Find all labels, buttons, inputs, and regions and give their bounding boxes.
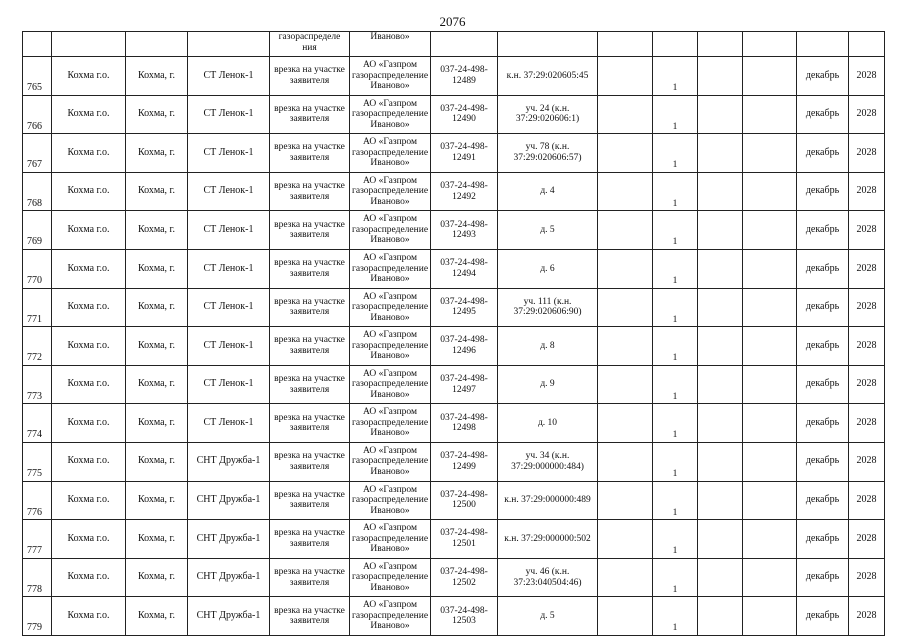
cell-empty-1 (598, 520, 653, 559)
continuation-row (23, 32, 885, 57)
table-row (23, 327, 885, 366)
cell-empty-1 (598, 32, 653, 57)
cell-year: 2028 (849, 327, 885, 366)
cell-city: Кохма, г. (126, 134, 188, 173)
cell-address: д. 10 (498, 404, 598, 443)
cell-year: 2028 (849, 172, 885, 211)
cell-month: декабрь (797, 95, 849, 134)
cell-count: 1 (653, 365, 698, 404)
cell-empty-3 (743, 597, 797, 636)
cell-municipality: Кохма г.о. (52, 95, 126, 134)
cell-num: 776 (23, 481, 52, 520)
cell-city: Кохма, г. (126, 404, 188, 443)
cell-empty-1 (598, 404, 653, 443)
cell-count: 1 (653, 520, 698, 559)
cell-code: 037-24-498-12493 (431, 211, 498, 250)
cell-empty-3 (743, 211, 797, 250)
cell-empty-3 (743, 327, 797, 366)
cell-month: декабрь (797, 288, 849, 327)
cell-num: 773 (23, 365, 52, 404)
cell-city: Кохма, г. (126, 95, 188, 134)
cell-month: декабрь (797, 134, 849, 173)
cell-empty-2 (698, 327, 743, 366)
cell-count: 1 (653, 327, 698, 366)
cell-org: АО «Газпром газораспределение Иваново» (350, 172, 431, 211)
cell-municipality: Кохма г.о. (52, 172, 126, 211)
cell-count: 1 (653, 481, 698, 520)
cell-empty-2 (698, 558, 743, 597)
cell-type: врезка на участке заявителя (270, 520, 350, 559)
cell-empty-3 (743, 288, 797, 327)
cell-count: 1 (653, 558, 698, 597)
cell-city: Кохма, г. (126, 597, 188, 636)
cell-settlement: СНТ Дружба-1 (188, 558, 270, 597)
cell-month (797, 32, 849, 57)
cell-empty-2 (698, 249, 743, 288)
cell-code: 037-24-498-12497 (431, 365, 498, 404)
cell-type: врезка на участке заявителя (270, 597, 350, 636)
cell-municipality: Кохма г.о. (52, 404, 126, 443)
cell-type: врезка на участке заявителя (270, 558, 350, 597)
cell-org: АО «Газпром газораспределение Иваново» (350, 57, 431, 96)
cell-empty-3 (743, 365, 797, 404)
cell-code: 037-24-498-12500 (431, 481, 498, 520)
table-row (23, 481, 885, 520)
cell-org: АО «Газпром газораспределение Иваново» (350, 597, 431, 636)
cell-year: 2028 (849, 442, 885, 481)
table-row (23, 249, 885, 288)
cell-empty-3 (743, 32, 797, 57)
cell-count: 1 (653, 172, 698, 211)
cell-year: 2028 (849, 365, 885, 404)
cell-month: декабрь (797, 597, 849, 636)
cell-city: Кохма, г. (126, 249, 188, 288)
cell-municipality: Кохма г.о. (52, 57, 126, 96)
cell-municipality: Кохма г.о. (52, 442, 126, 481)
cell-empty-3 (743, 481, 797, 520)
cell-num (23, 32, 52, 57)
cell-settlement: СТ Ленок-1 (188, 95, 270, 134)
cell-year: 2028 (849, 249, 885, 288)
cell-address: уч. 46 (к.н. 37:23:040504:46) (498, 558, 598, 597)
cell-count: 1 (653, 597, 698, 636)
cell-empty-2 (698, 404, 743, 443)
cell-month: декабрь (797, 520, 849, 559)
cell-address: уч. 111 (к.н. 37:29:020606:90) (498, 288, 598, 327)
cell-month: декабрь (797, 327, 849, 366)
cell-settlement: СТ Ленок-1 (188, 211, 270, 250)
cell-empty-3 (743, 57, 797, 96)
cell-year: 2028 (849, 404, 885, 443)
cell-empty-2 (698, 481, 743, 520)
cell-type: врезка на участке заявителя (270, 134, 350, 173)
table-row (23, 365, 885, 404)
cell-year: 2028 (849, 211, 885, 250)
cell-count: 1 (653, 288, 698, 327)
cell-address (498, 32, 598, 57)
cell-count: 1 (653, 442, 698, 481)
cell-code: 037-24-498-12494 (431, 249, 498, 288)
cell-municipality: Кохма г.о. (52, 327, 126, 366)
cell-org: АО «Газпром газораспределение Иваново» (350, 134, 431, 173)
cell-empty-2 (698, 95, 743, 134)
cell-code: 037-24-498-12499 (431, 442, 498, 481)
cell-type: врезка на участке заявителя (270, 481, 350, 520)
cell-empty-1 (598, 172, 653, 211)
cell-empty-1 (598, 249, 653, 288)
cell-empty-1 (598, 481, 653, 520)
cell-count: 1 (653, 249, 698, 288)
cell-code: 037-24-498-12489 (431, 57, 498, 96)
cell-empty-2 (698, 57, 743, 96)
cell-empty-2 (698, 32, 743, 57)
cell-count: 1 (653, 211, 698, 250)
cell-code: 037-24-498-12495 (431, 288, 498, 327)
cell-municipality: Кохма г.о. (52, 365, 126, 404)
cell-type: врезка на участке заявителя (270, 57, 350, 96)
cell-address: д. 5 (498, 211, 598, 250)
cell-address: д. 4 (498, 172, 598, 211)
cell-empty-1 (598, 57, 653, 96)
cell-settlement: СТ Ленок-1 (188, 134, 270, 173)
cell-settlement: СНТ Дружба-1 (188, 442, 270, 481)
cell-municipality: Кохма г.о. (52, 520, 126, 559)
cell-num: 775 (23, 442, 52, 481)
cell-num: 765 (23, 57, 52, 96)
cell-org: АО «Газпром газораспределение Иваново» (350, 288, 431, 327)
registry-table-body (23, 32, 885, 636)
cell-address: д. 5 (498, 597, 598, 636)
cell-type: врезка на участке заявителя (270, 442, 350, 481)
cell-empty-3 (743, 249, 797, 288)
cell-address: уч. 34 (к.н. 37:29:000000:484) (498, 442, 598, 481)
cell-empty-3 (743, 95, 797, 134)
table-row (23, 172, 885, 211)
cell-settlement: СТ Ленок-1 (188, 172, 270, 211)
cell-code: 037-24-498-12503 (431, 597, 498, 636)
cell-empty-1 (598, 442, 653, 481)
cell-count: 1 (653, 57, 698, 96)
cell-type: врезка на участке заявителя (270, 211, 350, 250)
cell-city: Кохма, г. (126, 57, 188, 96)
cell-city: Кохма, г. (126, 365, 188, 404)
cell-count: 1 (653, 95, 698, 134)
cell-empty-1 (598, 558, 653, 597)
cell-year: 2028 (849, 95, 885, 134)
cell-num: 767 (23, 134, 52, 173)
cell-municipality: Кохма г.о. (52, 558, 126, 597)
cell-num: 777 (23, 520, 52, 559)
cell-empty-2 (698, 134, 743, 173)
cell-month: декабрь (797, 365, 849, 404)
cell-city: Кохма, г. (126, 558, 188, 597)
cell-city: Кохма, г. (126, 211, 188, 250)
cell-org: АО «Газпром газораспределение Иваново» (350, 249, 431, 288)
table-row (23, 558, 885, 597)
table-row (23, 211, 885, 250)
cell-empty-3 (743, 404, 797, 443)
cell-num: 771 (23, 288, 52, 327)
cell-code: 037-24-498-12492 (431, 172, 498, 211)
cell-code: 037-24-498-12491 (431, 134, 498, 173)
table-row (23, 442, 885, 481)
cell-type: врезка на участке заявителя (270, 404, 350, 443)
registry-table (22, 31, 885, 636)
table-row (23, 404, 885, 443)
cell-month: декабрь (797, 57, 849, 96)
cell-empty-3 (743, 558, 797, 597)
cell-year: 2028 (849, 558, 885, 597)
cell-num: 768 (23, 172, 52, 211)
cell-municipality: Кохма г.о. (52, 288, 126, 327)
cell-city (126, 32, 188, 57)
cell-empty-1 (598, 365, 653, 404)
cell-org: АО «Газпром газораспределение Иваново» (350, 95, 431, 134)
cell-type: врезка на участке заявителя (270, 95, 350, 134)
cell-type: врезка на участке заявителя (270, 365, 350, 404)
cell-org: АО «Газпром газораспределение Иваново» (350, 481, 431, 520)
cell-num: 769 (23, 211, 52, 250)
cell-org: АО «Газпром газораспределение Иваново» (350, 520, 431, 559)
cell-empty-3 (743, 172, 797, 211)
cell-address: к.н. 37:29:000000:489 (498, 481, 598, 520)
table-row (23, 520, 885, 559)
cell-empty-2 (698, 211, 743, 250)
cell-empty-1 (598, 327, 653, 366)
cell-count (653, 32, 698, 57)
cell-municipality: Кохма г.о. (52, 134, 126, 173)
cell-code: 037-24-498-12490 (431, 95, 498, 134)
cell-type: врезка на участке заявителя (270, 288, 350, 327)
cell-settlement: СТ Ленок-1 (188, 288, 270, 327)
cell-year (849, 32, 885, 57)
cell-settlement: СТ Ленок-1 (188, 404, 270, 443)
table-row (23, 95, 885, 134)
cell-org: АО «Газпром газораспределение Иваново» (350, 558, 431, 597)
cell-address: уч. 78 (к.н. 37:29:020606:57) (498, 134, 598, 173)
cell-city: Кохма, г. (126, 481, 188, 520)
cell-month: декабрь (797, 558, 849, 597)
table-row (23, 134, 885, 173)
cell-municipality: Кохма г.о. (52, 481, 126, 520)
cell-city: Кохма, г. (126, 172, 188, 211)
cell-empty-2 (698, 520, 743, 559)
cell-empty-1 (598, 95, 653, 134)
cell-empty-2 (698, 288, 743, 327)
cell-org: АО «Газпром газораспределение Иваново» (350, 404, 431, 443)
cell-year: 2028 (849, 597, 885, 636)
cell-address: д. 9 (498, 365, 598, 404)
cell-address: к.н. 37:29:020605:45 (498, 57, 598, 96)
cell-municipality: Кохма г.о. (52, 597, 126, 636)
cell-num: 779 (23, 597, 52, 636)
cell-settlement: СТ Ленок-1 (188, 327, 270, 366)
cell-org: Иваново» (350, 32, 431, 57)
cell-org: АО «Газпром газораспределение Иваново» (350, 211, 431, 250)
cell-month: декабрь (797, 481, 849, 520)
cell-city: Кохма, г. (126, 288, 188, 327)
cell-municipality (52, 32, 126, 57)
cell-year: 2028 (849, 57, 885, 96)
cell-settlement: СНТ Дружба-1 (188, 597, 270, 636)
cell-code: 037-24-498-12502 (431, 558, 498, 597)
cell-year: 2028 (849, 481, 885, 520)
cell-empty-3 (743, 520, 797, 559)
cell-count: 1 (653, 134, 698, 173)
cell-num: 778 (23, 558, 52, 597)
cell-num: 772 (23, 327, 52, 366)
cell-year: 2028 (849, 288, 885, 327)
cell-num: 766 (23, 95, 52, 134)
cell-address: д. 8 (498, 327, 598, 366)
cell-city: Кохма, г. (126, 520, 188, 559)
cell-type: врезка на участке заявителя (270, 327, 350, 366)
cell-address: к.н. 37:29:000000:502 (498, 520, 598, 559)
page-number: 2076 (439, 14, 466, 29)
cell-month: декабрь (797, 249, 849, 288)
cell-year: 2028 (849, 520, 885, 559)
cell-empty-2 (698, 442, 743, 481)
cell-type: врезка на участке заявителя (270, 172, 350, 211)
cell-month: декабрь (797, 211, 849, 250)
cell-settlement: СТ Ленок-1 (188, 365, 270, 404)
cell-org: АО «Газпром газораспределение Иваново» (350, 442, 431, 481)
cell-city: Кохма, г. (126, 327, 188, 366)
cell-municipality: Кохма г.о. (52, 211, 126, 250)
cell-org: АО «Газпром газораспределение Иваново» (350, 365, 431, 404)
table-row (23, 288, 885, 327)
cell-code: 037-24-498-12501 (431, 520, 498, 559)
cell-code (431, 32, 498, 57)
cell-year: 2028 (849, 134, 885, 173)
cell-empty-2 (698, 597, 743, 636)
cell-type: врезка на участке заявителя (270, 249, 350, 288)
cell-month: декабрь (797, 404, 849, 443)
table-row (23, 597, 885, 636)
cell-address: д. 6 (498, 249, 598, 288)
cell-org: АО «Газпром газораспределение Иваново» (350, 327, 431, 366)
cell-code: 037-24-498-12498 (431, 404, 498, 443)
cell-empty-3 (743, 442, 797, 481)
cell-num: 770 (23, 249, 52, 288)
cell-code: 037-24-498-12496 (431, 327, 498, 366)
cell-municipality: Кохма г.о. (52, 249, 126, 288)
cell-settlement: СНТ Дружба-1 (188, 520, 270, 559)
cell-num: 774 (23, 404, 52, 443)
cell-settlement (188, 32, 270, 57)
cell-empty-1 (598, 288, 653, 327)
cell-empty-3 (743, 134, 797, 173)
table-row (23, 57, 885, 96)
cell-settlement: СНТ Дружба-1 (188, 481, 270, 520)
cell-settlement: СТ Ленок-1 (188, 249, 270, 288)
cell-count: 1 (653, 404, 698, 443)
cell-city: Кохма, г. (126, 442, 188, 481)
cell-empty-2 (698, 172, 743, 211)
cell-type: газораспределе ния (270, 32, 350, 57)
cell-empty-2 (698, 365, 743, 404)
cell-address: уч. 24 (к.н. 37:29:020606:1) (498, 95, 598, 134)
cell-empty-1 (598, 134, 653, 173)
cell-settlement: СТ Ленок-1 (188, 57, 270, 96)
cell-month: декабрь (797, 442, 849, 481)
cell-empty-1 (598, 597, 653, 636)
cell-month: декабрь (797, 172, 849, 211)
cell-empty-1 (598, 211, 653, 250)
